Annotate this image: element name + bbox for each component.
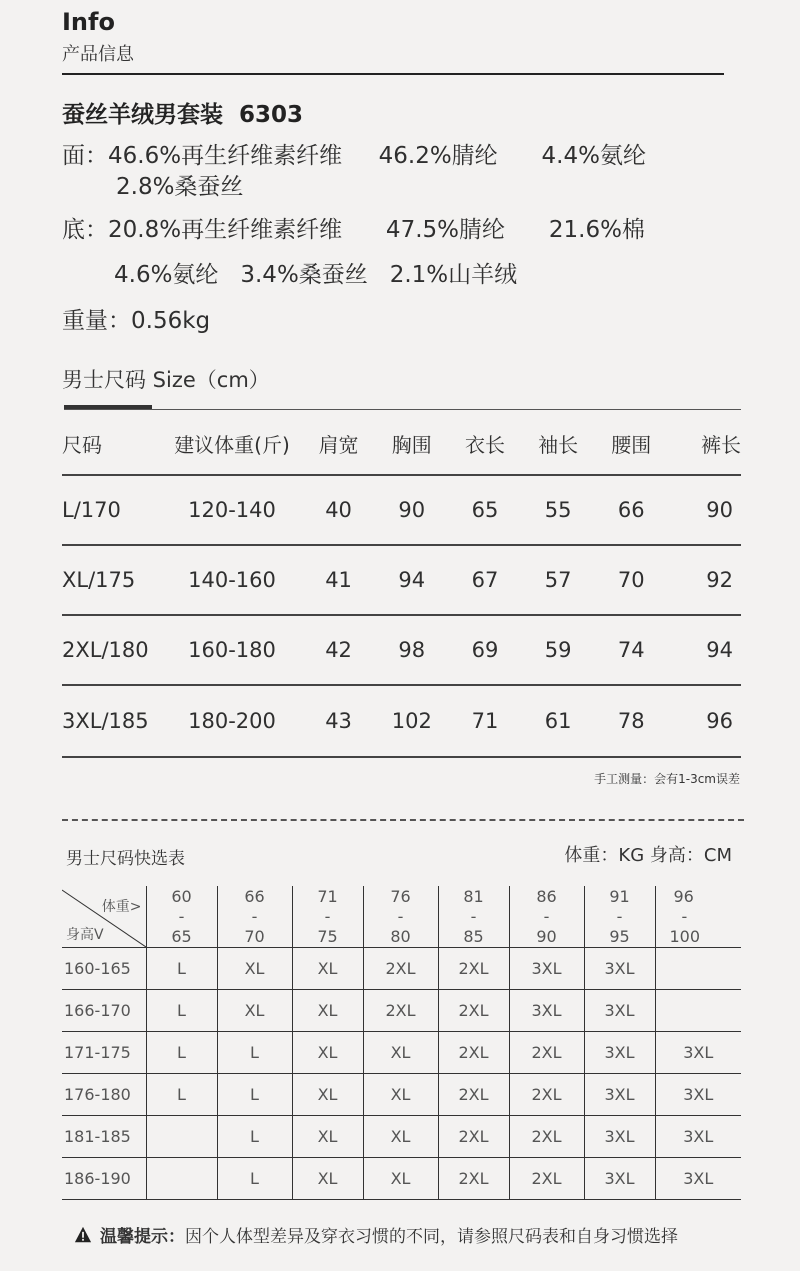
weight-range-top: 66 bbox=[244, 886, 265, 906]
size-cell bbox=[655, 990, 741, 1032]
size-cell: 3XL bbox=[509, 990, 584, 1032]
size-cell: L bbox=[217, 1116, 292, 1158]
table-row bbox=[62, 545, 741, 615]
weight-range-top: 76 bbox=[390, 886, 411, 906]
weight-range-header bbox=[146, 886, 217, 948]
table-row bbox=[62, 990, 741, 1032]
weight-range-header bbox=[438, 886, 509, 948]
col-size: 尺码 bbox=[62, 412, 162, 475]
size-cell: XL bbox=[292, 1032, 363, 1074]
size-cell: 3XL bbox=[584, 1074, 655, 1116]
table-cell: 41 bbox=[302, 545, 375, 615]
size-cell: 2XL bbox=[438, 1074, 509, 1116]
tip-label: 温馨提示： bbox=[100, 1227, 185, 1247]
quick-select-table bbox=[62, 886, 741, 1200]
table-cell: 57 bbox=[522, 545, 595, 615]
weight-range-top: 96 bbox=[673, 886, 694, 906]
quick-select-units: 体重：KG 身高：CM bbox=[564, 845, 732, 866]
size-table-header bbox=[62, 412, 741, 475]
size-cell: 3XL bbox=[584, 948, 655, 990]
size-cell: XL bbox=[292, 1158, 363, 1200]
col-length: 衣长 bbox=[448, 412, 521, 475]
height-range-cell: 171-175 bbox=[62, 1032, 146, 1074]
table-cell: 42 bbox=[302, 615, 375, 685]
size-cell: XL bbox=[217, 948, 292, 990]
warning-icon bbox=[74, 1226, 92, 1244]
table-cell: 90 bbox=[375, 475, 448, 545]
weight-range-bottom: 85 bbox=[463, 926, 484, 946]
size-cell: 2XL bbox=[438, 990, 509, 1032]
size-cell: XL bbox=[292, 990, 363, 1032]
corner-height-label: 身高V bbox=[66, 927, 104, 943]
info-title: Info bbox=[62, 8, 115, 36]
table-cell: 40 bbox=[302, 475, 375, 545]
table-cell: 180-200 bbox=[162, 685, 302, 757]
table-cell: 160-180 bbox=[162, 615, 302, 685]
table-row bbox=[62, 1116, 741, 1158]
size-cell: 2XL bbox=[438, 1032, 509, 1074]
table-cell: L/170 bbox=[62, 475, 162, 545]
height-range-cell: 186-190 bbox=[62, 1158, 146, 1200]
table-row bbox=[62, 1032, 741, 1074]
table-cell: 69 bbox=[448, 615, 521, 685]
size-cell: XL bbox=[217, 990, 292, 1032]
section-divider bbox=[62, 819, 744, 821]
table-cell: 61 bbox=[522, 685, 595, 757]
header-divider bbox=[62, 73, 724, 75]
face-material-line1: 面：46.6%再生纤维素纤维 46.2%腈纶 4.4%氨纶 bbox=[62, 143, 646, 169]
size-cell: 2XL bbox=[509, 1116, 584, 1158]
size-chart-divider bbox=[64, 409, 741, 410]
table-cell: 65 bbox=[448, 475, 521, 545]
weight-range-bottom: 65 bbox=[171, 926, 192, 946]
table-cell: 94 bbox=[375, 545, 448, 615]
size-cell: XL bbox=[363, 1032, 438, 1074]
base-material-line1: 底：20.8%再生纤维素纤维 47.5%腈纶 21.6%棉 bbox=[62, 217, 645, 243]
table-cell: 92 bbox=[668, 545, 741, 615]
height-range-cell: 181-185 bbox=[62, 1116, 146, 1158]
weight-range-header bbox=[584, 886, 655, 948]
table-cell: 2XL/180 bbox=[62, 615, 162, 685]
size-cell: 3XL bbox=[584, 990, 655, 1032]
size-cell: XL bbox=[292, 1074, 363, 1116]
weight-range-dash: - bbox=[470, 906, 477, 926]
table-cell: 90 bbox=[668, 475, 741, 545]
weight-range-dash: - bbox=[178, 906, 185, 926]
product-weight: 重量：0.56kg bbox=[62, 308, 211, 334]
size-cell: 3XL bbox=[655, 1158, 741, 1200]
size-cell bbox=[655, 948, 741, 990]
col-waist: 腰围 bbox=[595, 412, 668, 475]
table-row bbox=[62, 1074, 741, 1116]
weight-range-top: 81 bbox=[463, 886, 484, 906]
weight-range-dash: - bbox=[251, 906, 258, 926]
height-range-cell: 160-165 bbox=[62, 948, 146, 990]
weight-range-top: 71 bbox=[317, 886, 338, 906]
weight-range-top: 91 bbox=[609, 886, 630, 906]
size-cell: XL bbox=[292, 1116, 363, 1158]
size-cell: 3XL bbox=[655, 1032, 741, 1074]
table-row bbox=[62, 1158, 741, 1200]
weight-range-top: 60 bbox=[171, 886, 192, 906]
weight-range-dash: - bbox=[543, 906, 550, 926]
table-cell: 98 bbox=[375, 615, 448, 685]
size-cell bbox=[146, 1116, 217, 1158]
weight-range-bottom: 100 bbox=[669, 926, 701, 946]
table-cell: 59 bbox=[522, 615, 595, 685]
height-range-cell: 166-170 bbox=[62, 990, 146, 1032]
corner-weight-label: 体重> bbox=[101, 899, 142, 915]
info-subtitle: 产品信息 bbox=[62, 44, 134, 65]
table-cell: 96 bbox=[668, 685, 741, 757]
table-cell: XL/175 bbox=[62, 545, 162, 615]
weight-range-header bbox=[655, 886, 741, 948]
quick-table-header bbox=[62, 886, 741, 948]
table-cell: 70 bbox=[595, 545, 668, 615]
size-cell: 3XL bbox=[655, 1074, 741, 1116]
table-row bbox=[62, 948, 741, 990]
size-cell: L bbox=[217, 1074, 292, 1116]
size-cell: L bbox=[217, 1032, 292, 1074]
weight-range-header bbox=[509, 886, 584, 948]
table-cell: 43 bbox=[302, 685, 375, 757]
table-cell: 67 bbox=[448, 545, 521, 615]
tip-text: 因个人体型差异及穿衣习惯的不同，请参照尺码表和自身习惯选择 bbox=[185, 1227, 678, 1247]
table-row bbox=[62, 475, 741, 545]
measurement-note: 手工测量：会有1-3cm误差 bbox=[594, 772, 740, 786]
corner-cell bbox=[62, 886, 146, 948]
size-cell: 3XL bbox=[655, 1116, 741, 1158]
col-weight: 建议体重(斤) bbox=[162, 412, 302, 475]
tip-bar bbox=[74, 1222, 678, 1247]
weight-range-dash: - bbox=[397, 906, 404, 926]
size-cell: L bbox=[217, 1158, 292, 1200]
col-pants: 裤长 bbox=[668, 412, 741, 475]
size-cell: 2XL bbox=[509, 1032, 584, 1074]
size-cell: 2XL bbox=[509, 1158, 584, 1200]
table-cell: 74 bbox=[595, 615, 668, 685]
table-cell: 66 bbox=[595, 475, 668, 545]
col-sleeve: 袖长 bbox=[522, 412, 595, 475]
size-cell: XL bbox=[363, 1074, 438, 1116]
size-cell: XL bbox=[363, 1116, 438, 1158]
size-cell: 3XL bbox=[584, 1032, 655, 1074]
col-shoulder: 肩宽 bbox=[302, 412, 375, 475]
size-cell: 2XL bbox=[438, 1158, 509, 1200]
col-chest: 胸围 bbox=[375, 412, 448, 475]
size-cell: XL bbox=[292, 948, 363, 990]
size-cell: 2XL bbox=[438, 1116, 509, 1158]
size-cell: 3XL bbox=[509, 948, 584, 990]
table-row bbox=[62, 685, 741, 757]
size-cell: L bbox=[146, 990, 217, 1032]
weight-range-top: 86 bbox=[536, 886, 557, 906]
size-cell bbox=[146, 1158, 217, 1200]
table-cell: 120-140 bbox=[162, 475, 302, 545]
weight-range-bottom: 70 bbox=[244, 926, 265, 946]
table-cell: 94 bbox=[668, 615, 741, 685]
size-cell: 2XL bbox=[438, 948, 509, 990]
weight-range-bottom: 95 bbox=[609, 926, 630, 946]
size-cell: L bbox=[146, 1032, 217, 1074]
weight-range-header bbox=[292, 886, 363, 948]
size-table bbox=[62, 412, 741, 758]
face-material-line2: 2.8%桑蚕丝 bbox=[116, 174, 244, 200]
size-cell: 3XL bbox=[584, 1158, 655, 1200]
base-material-line2: 4.6%氨纶 3.4%桑蚕丝 2.1%山羊绒 bbox=[114, 262, 518, 288]
size-cell: XL bbox=[363, 1158, 438, 1200]
size-cell: 2XL bbox=[363, 948, 438, 990]
table-cell: 71 bbox=[448, 685, 521, 757]
size-chart-heading: 男士尺码 Size（cm） bbox=[62, 368, 270, 392]
weight-range-bottom: 75 bbox=[317, 926, 338, 946]
table-cell: 55 bbox=[522, 475, 595, 545]
quick-select-title: 男士尺码快选表 bbox=[66, 849, 185, 869]
size-cell: L bbox=[146, 1074, 217, 1116]
product-title: 蚕丝羊绒男套装 6303 bbox=[62, 102, 304, 128]
table-cell: 102 bbox=[375, 685, 448, 757]
weight-range-header bbox=[217, 886, 292, 948]
size-cell: 2XL bbox=[363, 990, 438, 1032]
table-cell: 140-160 bbox=[162, 545, 302, 615]
table-row bbox=[62, 615, 741, 685]
weight-range-dash: - bbox=[324, 906, 331, 926]
size-cell: 2XL bbox=[509, 1074, 584, 1116]
weight-range-bottom: 80 bbox=[390, 926, 411, 946]
weight-range-bottom: 90 bbox=[536, 926, 557, 946]
height-range-cell: 176-180 bbox=[62, 1074, 146, 1116]
size-cell: L bbox=[146, 948, 217, 990]
weight-range-dash: - bbox=[681, 906, 688, 926]
size-cell: 3XL bbox=[584, 1116, 655, 1158]
weight-range-header bbox=[363, 886, 438, 948]
weight-range-dash: - bbox=[616, 906, 623, 926]
table-cell: 3XL/185 bbox=[62, 685, 162, 757]
table-cell: 78 bbox=[595, 685, 668, 757]
